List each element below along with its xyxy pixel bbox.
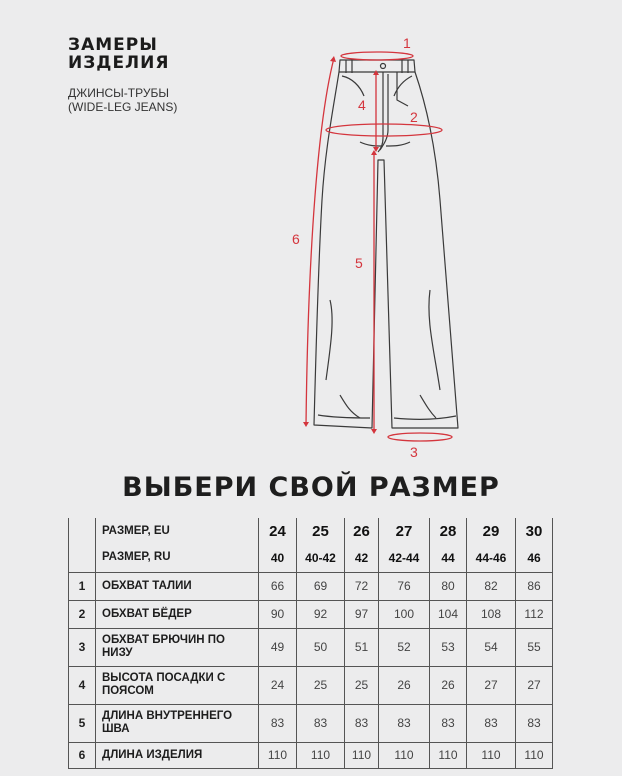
value-cell: 97 xyxy=(345,600,379,628)
measurement-arrowheads xyxy=(303,56,379,434)
value-cell: 76 xyxy=(379,572,430,600)
title-line-2: ИЗДЕЛИЯ xyxy=(68,53,170,73)
value-cell: 83 xyxy=(516,704,553,742)
marker-2: 2 xyxy=(410,109,418,125)
row-label: ДЛИНА ВНУТРЕННЕГО ШВА xyxy=(96,704,259,742)
value-cell: 110 xyxy=(379,742,430,768)
value-cell: 27 xyxy=(516,666,553,704)
hip-measure-line xyxy=(326,124,442,136)
value-cell: 104 xyxy=(430,600,467,628)
value-cell: 69 xyxy=(297,572,345,600)
row-number: 4 xyxy=(69,666,96,704)
size-ru-cell: 44 xyxy=(430,544,467,572)
measurement-lines xyxy=(306,52,452,441)
value-cell: 110 xyxy=(259,742,297,768)
header-empty-cell xyxy=(69,518,96,544)
row-label: ОБХВАТ БРЮЧИН ПО НИЗУ xyxy=(96,628,259,666)
value-cell: 110 xyxy=(345,742,379,768)
waist-measure-line xyxy=(341,52,413,60)
size-eu-cell: 25 xyxy=(297,518,345,544)
table-row xyxy=(69,704,553,742)
table-header-eu-row xyxy=(69,518,553,544)
value-cell: 86 xyxy=(516,572,553,600)
value-cell: 83 xyxy=(345,704,379,742)
row-number: 1 xyxy=(69,572,96,600)
size-eu-cell: 26 xyxy=(345,518,379,544)
size-ru-cell: 46 xyxy=(516,544,553,572)
table-row xyxy=(69,600,553,628)
value-cell: 24 xyxy=(259,666,297,704)
size-ru-cell: 42-44 xyxy=(379,544,430,572)
hem-measure-line xyxy=(388,433,452,441)
size-ru-cell: 40 xyxy=(259,544,297,572)
value-cell: 52 xyxy=(379,628,430,666)
subtitle-line-2: (WIDE-LEG JEANS) xyxy=(68,100,178,114)
value-cell: 25 xyxy=(297,666,345,704)
marker-1: 1 xyxy=(403,35,411,51)
table-row xyxy=(69,628,553,666)
value-cell: 110 xyxy=(467,742,516,768)
value-cell: 92 xyxy=(297,600,345,628)
value-cell: 108 xyxy=(467,600,516,628)
value-cell: 90 xyxy=(259,600,297,628)
value-cell: 110 xyxy=(297,742,345,768)
marker-3: 3 xyxy=(410,444,418,460)
table-header-ru-row xyxy=(69,544,553,572)
table-row xyxy=(69,572,553,600)
size-ru-cell: 42 xyxy=(345,544,379,572)
header-eu-label: РАЗМЕР, EU xyxy=(96,518,259,544)
size-ru-cell: 44-46 xyxy=(467,544,516,572)
value-cell: 83 xyxy=(297,704,345,742)
header-ru-label: РАЗМЕР, RU xyxy=(96,544,259,572)
value-cell: 83 xyxy=(430,704,467,742)
row-number: 6 xyxy=(69,742,96,768)
title-line-1: ЗАМЕРЫ xyxy=(68,35,158,55)
row-label: ОБХВАТ БЁДЕР xyxy=(96,600,259,628)
row-number: 2 xyxy=(69,600,96,628)
size-eu-cell: 27 xyxy=(379,518,430,544)
marker-6: 6 xyxy=(292,231,300,247)
row-label: ВЫСОТА ПОСАДКИ С ПОЯСОМ xyxy=(96,666,259,704)
header-empty-cell xyxy=(69,544,96,572)
size-eu-cell: 28 xyxy=(430,518,467,544)
value-cell: 83 xyxy=(379,704,430,742)
table-row xyxy=(69,666,553,704)
value-cell: 53 xyxy=(430,628,467,666)
value-cell: 27 xyxy=(467,666,516,704)
size-eu-cell: 30 xyxy=(516,518,553,544)
value-cell: 80 xyxy=(430,572,467,600)
value-cell: 50 xyxy=(297,628,345,666)
choose-size-headline: ВЫБЕРИ СВОЙ РАЗМЕР xyxy=(122,472,500,503)
value-cell: 55 xyxy=(516,628,553,666)
value-cell: 112 xyxy=(516,600,553,628)
value-cell: 51 xyxy=(345,628,379,666)
table-row xyxy=(69,742,553,768)
measurement-markers xyxy=(292,35,418,460)
subtitle-line-1: ДЖИНСЫ-ТРУБЫ xyxy=(68,86,169,100)
row-number: 5 xyxy=(69,704,96,742)
size-table xyxy=(68,518,553,769)
value-cell: 54 xyxy=(467,628,516,666)
value-cell: 25 xyxy=(345,666,379,704)
size-eu-cell: 24 xyxy=(259,518,297,544)
marker-4: 4 xyxy=(358,97,366,113)
value-cell: 72 xyxy=(345,572,379,600)
value-cell: 83 xyxy=(467,704,516,742)
jeans-outline xyxy=(314,60,458,428)
value-cell: 110 xyxy=(516,742,553,768)
value-cell: 26 xyxy=(379,666,430,704)
row-label: ДЛИНА ИЗДЕЛИЯ xyxy=(96,742,259,768)
value-cell: 26 xyxy=(430,666,467,704)
value-cell: 49 xyxy=(259,628,297,666)
size-eu-cell: 29 xyxy=(467,518,516,544)
marker-5: 5 xyxy=(355,255,363,271)
value-cell: 82 xyxy=(467,572,516,600)
row-label: ОБХВАТ ТАЛИИ xyxy=(96,572,259,600)
value-cell: 110 xyxy=(430,742,467,768)
row-number: 3 xyxy=(69,628,96,666)
value-cell: 83 xyxy=(259,704,297,742)
value-cell: 100 xyxy=(379,600,430,628)
size-ru-cell: 40-42 xyxy=(297,544,345,572)
value-cell: 66 xyxy=(259,572,297,600)
